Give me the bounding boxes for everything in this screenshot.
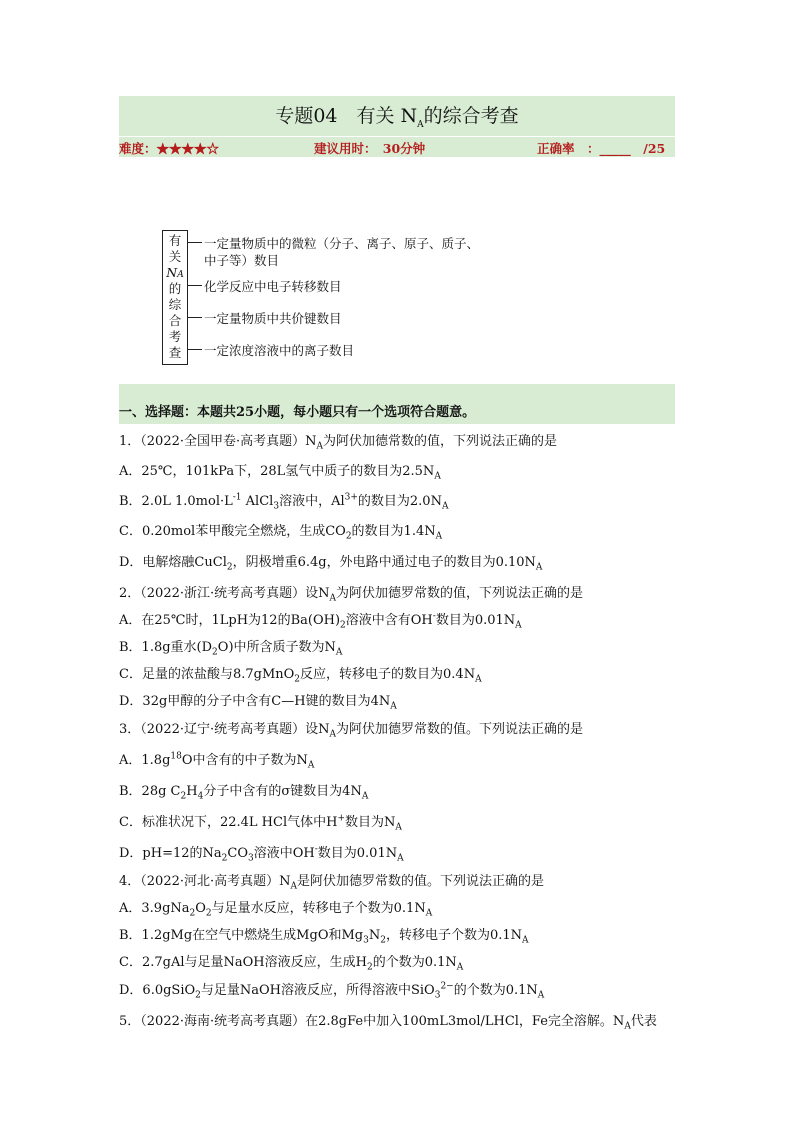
- option-d: D．32g甲醇的分子中含有C—H键的数目为$4N_A$: [119, 694, 397, 712]
- diagram-branch: 中子等）数目: [204, 253, 280, 268]
- question-stem: 5．（2022·海南·统考高考真题）在2.8gFe中加入100mL3mol/LHCl，Fe完全溶解。$N_A$代表: [119, 1014, 657, 1032]
- diagram-branch: 一定量物质中的微粒（分子、离子、原子、质子、: [204, 236, 480, 251]
- option-b: B．28g $C_2H_4$分子中含有的σ键数目为$4N_A$: [119, 784, 369, 802]
- option-b: B．2.0L $1.0mol\cdot L^{-1}$ AlCl$_3$溶液中，$Al^{3+}$的数目为$2.0N_A$: [119, 492, 449, 512]
- option-a: A．$3.9gNa_2O_2$与足量水反应，转移电子个数为$0.1N_A$: [119, 901, 433, 919]
- question-stem: 3．（2022·辽宁·统考高考真题）设$N_A$为阿伏加德罗常数的值。下列说法正确的是: [119, 722, 584, 740]
- accuracy-label: 正确率 ：_____ /25: [537, 141, 666, 156]
- option-c: C．2.7gAl与足量NaOH溶液反应，生成$H_2$的个数为$0.1N_A$: [119, 955, 464, 973]
- question-stem: 4．（2022·河北·高考真题）$N_A$是阿伏加德罗常数的值。下列说法正确的是: [119, 874, 545, 892]
- page-title: 专题04 有关 $N_A$的综合考查: [275, 105, 519, 130]
- branch-line: [187, 317, 202, 318]
- diagram-branch: 化学反应中电子转移数目: [204, 279, 342, 294]
- branch-line: [187, 242, 202, 243]
- option-b: B．1.8g重水$(D_2O)$中所含质子数为$N_A$: [119, 640, 343, 658]
- branch-line: [187, 285, 202, 286]
- option-c: C．0.20mol苯甲酸完全燃烧，生成$CO_2$的数目为$1.4N_A$: [119, 524, 443, 542]
- question-stem: 2．（2022·浙江·统考高考真题）设$N_A$为阿伏加德罗常数的值，下列说法正确的是: [119, 586, 584, 604]
- branch-line: [187, 349, 202, 350]
- diagram-root-text: 有 关 NA 的 综 合 考 查: [166, 233, 184, 360]
- info-bar: [119, 137, 675, 157]
- question-stem: 1．（2022·全国甲卷·高考真题）$N_A$为阿伏加德常数的值，下列说法正确的是: [119, 434, 558, 452]
- option-c: C．标准状况下，22.4L HCl气体中H+数目为$N_A$: [119, 813, 402, 833]
- option-a: A．在25℃时，1LpH为12的$Ba(OH)_2$溶液中含有OH-数目为$0.01N_A$: [119, 611, 522, 631]
- topic-diagram: [162, 230, 582, 370]
- diagram-branch: 一定浓度溶液中的离子数目: [204, 343, 355, 358]
- option-d: D．pH=12的$Na_2CO_3$溶液中OH-数目为$0.01N_A$: [119, 844, 404, 864]
- option-a: A．$1.8g^{18}O$中含有的中子数为$N_A$: [119, 751, 315, 771]
- option-b: B．1.2gMg在空气中燃烧生成MgO和$Mg_3N_2$，转移电子个数为$0.1N_A$: [119, 928, 529, 946]
- diagram-branch: 一定量物质中共价键数目: [204, 311, 342, 326]
- option-a: A．25℃，101kPa下，28L氢气中质子的数目为$2.5N_A$: [119, 464, 441, 482]
- time-label: 建议用时： 30分钟: [314, 141, 426, 156]
- option-d: D．电解熔融CuCl$_2$，阴极增重6.4g，外电路中通过电子的数目为$0.10N_A$: [119, 555, 543, 573]
- section-heading: 一、选择题：本题共25小题，每小题只有一个选项符合题意。: [119, 405, 476, 420]
- diagram-root-box: [162, 230, 188, 365]
- option-d: D．6.0gSiO$_2$与足量NaOH溶液反应，所得溶液中SiO$_3^{2-}$的个数为$0.1N_A$: [119, 981, 545, 1001]
- difficulty-label: 难度：★★★★☆: [119, 141, 220, 156]
- option-c: C．足量的浓盐酸与8.7gMnO$_2$反应，转移电子的数目为$0.4N_A$: [119, 667, 482, 685]
- title-bar: [119, 96, 675, 136]
